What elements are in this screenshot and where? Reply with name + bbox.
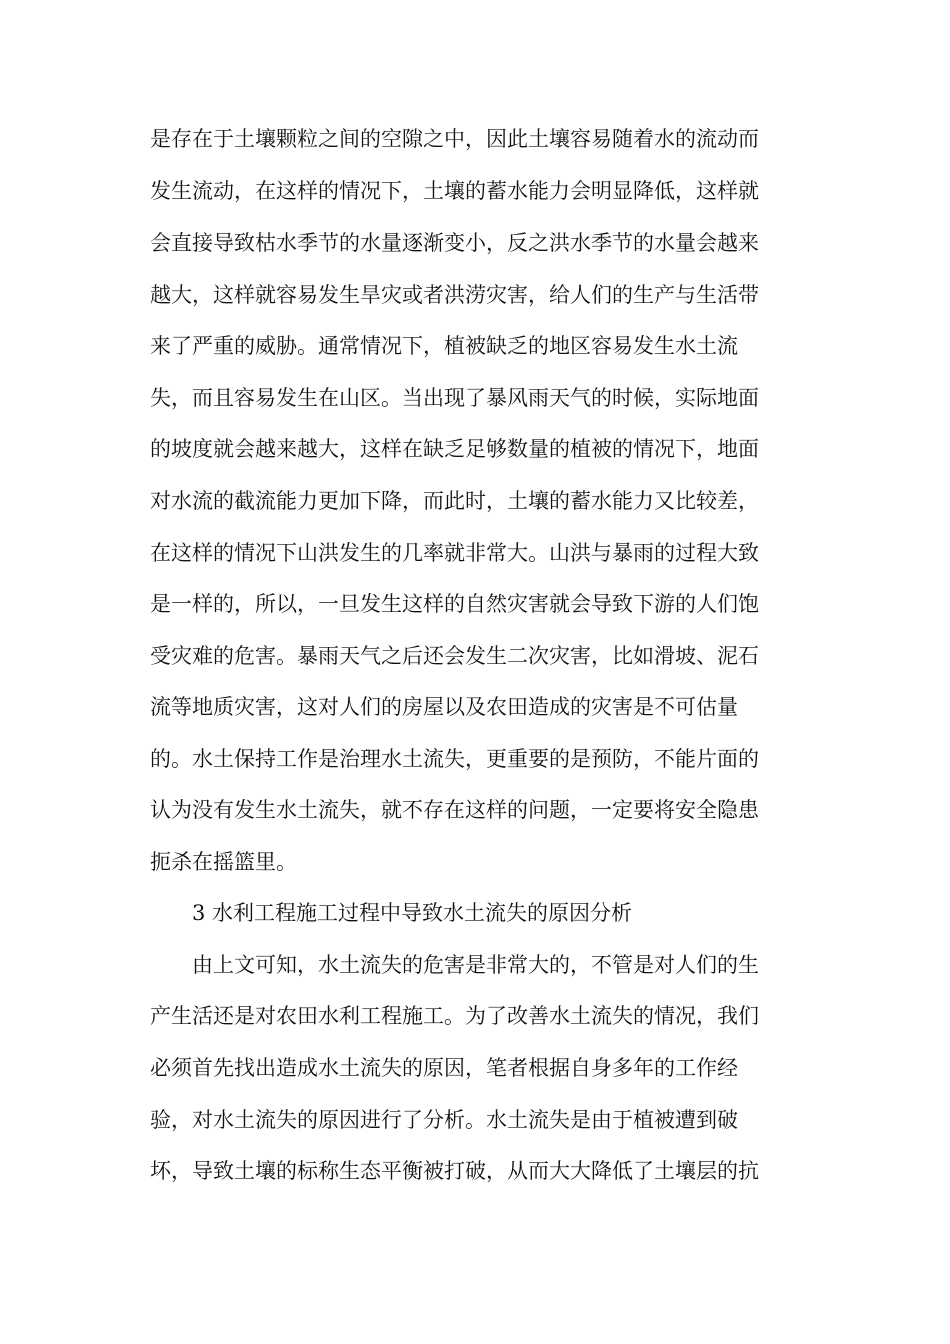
body-text-line: 是一样的，所以，一旦发生这样的自然灾害就会导致下游的人们饱 — [150, 592, 759, 616]
section-heading: 3 水利工程施工过程中导致水土流失的原因分析 — [192, 901, 633, 925]
body-text-line: 坏，导致土壤的标称生态平衡被打破，从而大大降低了土壤层的抗 — [150, 1159, 759, 1183]
body-text-line: 扼杀在摇篮里。 — [150, 850, 297, 874]
body-text-line: 对水流的截流能力更加下降，而此时，土壤的蓄水能力又比较差， — [150, 489, 759, 513]
body-text-line: 的。水土保持工作是治理水土流失，更重要的是预防，不能片面的 — [150, 747, 759, 771]
body-text-line: 必须首先找出造成水土流失的原因，笔者根据自身多年的工作经 — [150, 1056, 738, 1080]
body-text-line: 流等地质灾害，这对人们的房屋以及农田造成的灾害是不可估量 — [150, 695, 738, 719]
body-text-line: 认为没有发生水土流失，就不存在这样的问题，一定要将安全隐患 — [150, 798, 759, 822]
body-text-line: 越大，这样就容易发生旱灾或者洪涝灾害，给人们的生产与生活带 — [150, 283, 759, 307]
body-text-line: 来了严重的威胁。通常情况下，植被缺乏的地区容易发生水土流 — [150, 334, 738, 358]
body-text-line: 发生流动，在这样的情况下，土壤的蓄水能力会明显降低，这样就 — [150, 179, 759, 203]
body-text-line: 验，对水土流失的原因进行了分析。水土流失是由于植被遭到破 — [150, 1108, 738, 1132]
body-text-line: 的坡度就会越来越大，这样在缺乏足够数量的植被的情况下，地面 — [150, 437, 759, 461]
body-text-line: 失，而且容易发生在山区。当出现了暴风雨天气的时候，实际地面 — [150, 386, 759, 410]
body-text-line: 在这样的情况下山洪发生的几率就非常大。山洪与暴雨的过程大致 — [150, 541, 759, 565]
body-text-line: 由上文可知，水土流失的危害是非常大的，不管是对人们的生 — [192, 953, 759, 977]
body-text-line: 受灾难的危害。暴雨天气之后还会发生二次灾害，比如滑坡、泥石 — [150, 644, 759, 668]
body-text-line: 是存在于土壤颗粒之间的空隙之中，因此土壤容易随着水的流动而 — [150, 127, 759, 151]
body-text-line: 会直接导致枯水季节的水量逐渐变小，反之洪水季节的水量会越来 — [150, 231, 759, 255]
body-text-line: 产生活还是对农田水利工程施工。为了改善水土流失的情况，我们 — [150, 1004, 759, 1028]
